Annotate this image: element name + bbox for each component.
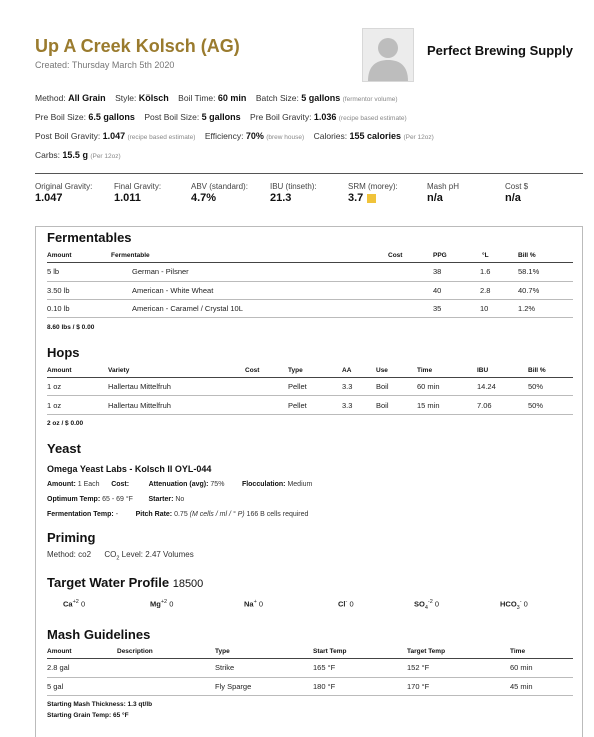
table-cell: Boil <box>376 401 389 410</box>
col-type: Type <box>215 648 230 655</box>
col-fermentable: Fermentable <box>111 252 150 259</box>
col-start-temp: Start Temp <box>313 648 347 655</box>
table-cell: 165 °F <box>313 663 336 672</box>
table-header-rule <box>47 377 573 378</box>
table-cell: 50% <box>528 401 544 410</box>
table-cell: 35 <box>433 304 442 313</box>
table-cell: Boil <box>376 382 389 391</box>
table-cell: 3.3 <box>342 382 353 391</box>
yeast-line-1: Amount: 1 Each Cost: Attenuation (avg): 75% Flocculation: Medium <box>47 481 313 488</box>
col-ppg: PPG <box>433 252 447 259</box>
table-cell: 58.1% <box>518 267 540 276</box>
avatar <box>362 28 414 82</box>
specs-line-4: Carbs: 15.5 g (Per 12oz) <box>35 150 121 160</box>
yeast-line-2: Optimum Temp: 65 - 69 °F Starter: No <box>47 496 185 503</box>
stat-og: Original Gravity: 1.047 <box>35 182 93 204</box>
table-cell: American - White Wheat <box>132 286 214 295</box>
row-divider <box>47 281 573 282</box>
col-bill: Bill % <box>518 252 536 259</box>
row-divider <box>47 695 573 696</box>
row-divider <box>47 317 573 318</box>
table-cell: 1 oz <box>47 382 62 391</box>
stat-srm: SRM (morey): 3.7 <box>348 182 398 204</box>
table-cell: German - Pilsner <box>132 267 189 276</box>
col-aa: AA <box>342 367 352 374</box>
table-cell: Hallertau Mittelfruh <box>108 401 171 410</box>
pre-boil-gravity-value: 1.036 <box>313 112 337 122</box>
style-value: Kölsch <box>138 93 169 103</box>
col-variety: Variety <box>108 367 130 374</box>
specs-line-3: Post Boil Gravity: 1.047 (recipe based estimate) Efficiency: 70% (brew house) Calories: 155 calories (Per 12oz) <box>35 131 434 141</box>
fermentables-heading: Fermentables <box>47 230 132 245</box>
table-cell: 3.50 lb <box>47 286 70 295</box>
table-cell: 7.06 <box>477 401 492 410</box>
ion-sulfate: $SO_4^{-2}$ 0 <box>414 599 440 611</box>
table-header-rule <box>47 262 573 263</box>
table-cell: 5 gal <box>47 682 64 691</box>
table-cell: 152 °F <box>407 663 430 672</box>
yeast-heading: Yeast <box>47 441 81 456</box>
yeast-name: Omega Yeast Labs - Kolsch II OYL-044 <box>47 464 212 474</box>
table-cell: 38 <box>433 267 442 276</box>
col-ibu: IBU <box>477 367 489 374</box>
recipe-title: Up A Creek Kolsch (AG) <box>35 36 240 56</box>
table-cell: Fly Sparge <box>215 682 252 691</box>
table-cell: Strike <box>215 663 235 672</box>
batch-size-value: 5 gallons <box>301 93 341 103</box>
ion-chloride: Cl- 0 <box>338 599 354 609</box>
row-divider <box>47 299 573 300</box>
table-cell: 10 <box>480 304 489 313</box>
user-silhouette-icon <box>363 29 413 81</box>
yeast-line-3: Fermentation Temp: - Pitch Rate: 0.75 (M cells / ml / ° P) 166 B cells required <box>47 511 309 518</box>
mash-guidelines-heading: Mash Guidelines <box>47 627 151 642</box>
col-amount: Amount <box>47 252 72 259</box>
fermentables-total: 8.60 lbs / $ 0.00 <box>47 324 95 331</box>
col-time: Time <box>510 648 526 655</box>
table-cell: American - Caramel / Crystal 10L <box>132 304 243 313</box>
col-cost: Cost <box>388 252 403 259</box>
col-description: Description <box>117 648 153 655</box>
table-cell: 3.3 <box>342 401 353 410</box>
table-cell: 5 lb <box>47 267 60 276</box>
specs-line-2: Pre Boil Size: 6.5 gallons Post Boil Size: 5 gallons Pre Boil Gravity: 1.036 (recipe based estimate) <box>35 112 407 122</box>
col-time: Time <box>417 367 433 374</box>
boil-time-value: 60 min <box>217 93 247 103</box>
col-lovibond: °L <box>482 252 489 259</box>
table-cell: 40.7% <box>518 286 540 295</box>
col-cost: Cost <box>245 367 260 374</box>
table-cell: 1 oz <box>47 401 62 410</box>
table-cell: 2.8 <box>480 286 491 295</box>
table-cell: 170 °F <box>407 682 430 691</box>
water-profile-id: 18500 <box>172 578 204 590</box>
pre-boil-size-value: 6.5 gallons <box>88 112 135 122</box>
table-cell: 15 min <box>417 401 440 410</box>
table-cell: 60 min <box>510 663 533 672</box>
table-cell: 45 min <box>510 682 533 691</box>
water-profile-heading: Target Water Profile 18500 <box>47 575 204 590</box>
srm-color-swatch <box>367 194 376 203</box>
ion-calcium: $Ca^{+2}$ 0 <box>63 599 86 609</box>
ion-sodium: Na+ 0 <box>244 599 264 609</box>
mash-thickness: Starting Mash Thickness: 1.3 qt/lb <box>47 701 153 708</box>
divider <box>35 173 583 174</box>
stat-cost: Cost $ n/a <box>505 182 529 204</box>
table-cell: 2.8 gal <box>47 663 70 672</box>
priming-heading: Priming <box>47 530 96 545</box>
stat-ibu: IBU (tinseth): 21.3 <box>270 182 317 204</box>
table-cell: 1.2% <box>518 304 536 313</box>
method-value: All Grain <box>68 93 106 103</box>
table-cell: 0.10 lb <box>47 304 70 313</box>
post-boil-gravity-value: 1.047 <box>102 131 126 141</box>
carbs-value: 15.5 g <box>62 150 88 160</box>
stat-fg: Final Gravity: 1.011 <box>114 182 162 204</box>
table-header-rule <box>47 658 573 659</box>
table-cell: 60 min <box>417 382 440 391</box>
row-divider <box>47 395 573 396</box>
calories-value: 155 calories <box>349 131 402 141</box>
grain-temp: Starting Grain Temp: 65 °F <box>47 712 129 719</box>
specs-line-1: Method: All Grain Style: Kölsch Boil Time: 60 min Batch Size: 5 gallons (fermentor volume) <box>35 93 398 103</box>
row-divider <box>47 414 573 415</box>
hops-total: 2 oz / $ 0.00 <box>47 420 84 427</box>
ion-bicarbonate: $HCO_3^-$ 0 <box>500 599 528 611</box>
table-cell: 1.6 <box>480 267 491 276</box>
hops-heading: Hops <box>47 345 80 360</box>
table-cell: Hallertau Mittelfruh <box>108 382 171 391</box>
ion-magnesium: $Mg^{+2}$ 0 <box>150 599 174 609</box>
col-bill: Bill % <box>528 367 546 374</box>
table-cell: 180 °F <box>313 682 336 691</box>
col-use: Use <box>376 367 388 374</box>
efficiency-value: 70% <box>245 131 264 141</box>
priming-line: Method: co2 $CO_2$ Level: 2.47 Volumes <box>47 550 194 562</box>
col-target-temp: Target Temp <box>407 648 446 655</box>
col-type: Type <box>288 367 303 374</box>
post-boil-size-value: 5 gallons <box>201 112 241 122</box>
table-cell: 50% <box>528 382 544 391</box>
table-cell: 14.24 <box>477 382 496 391</box>
col-amount: Amount <box>47 367 72 374</box>
stat-mash-ph: Mash pH n/a <box>427 182 460 204</box>
table-cell: Pellet <box>288 401 307 410</box>
stat-abv: ABV (standard): 4.7% <box>191 182 248 204</box>
row-divider <box>47 677 573 678</box>
created-date: Created: Thursday March 5th 2020 <box>35 60 175 70</box>
col-amount: Amount <box>47 648 72 655</box>
table-cell: 40 <box>433 286 442 295</box>
table-cell: Pellet <box>288 382 307 391</box>
brand-name: Perfect Brewing Supply <box>427 43 573 58</box>
